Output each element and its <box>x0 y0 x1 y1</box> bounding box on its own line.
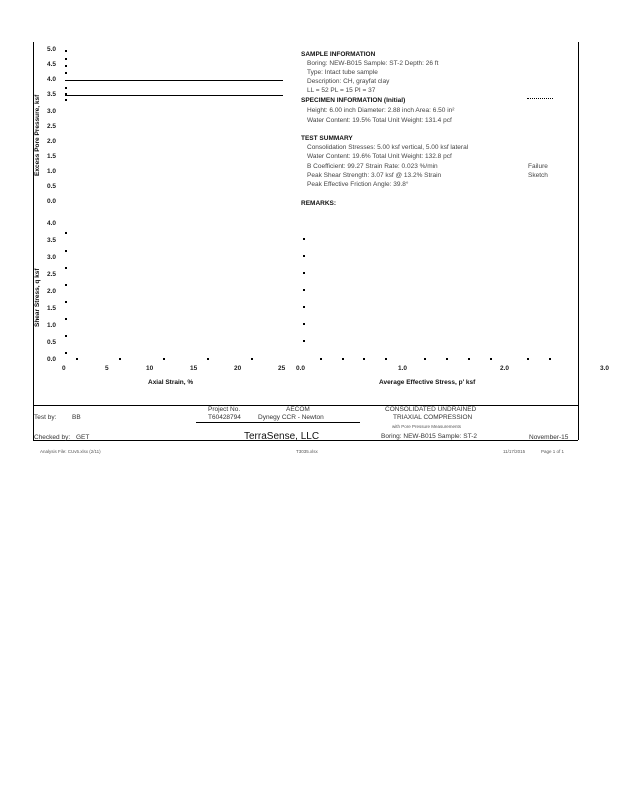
legend-dotted-line <box>527 98 553 99</box>
pp-ref-line <box>65 95 283 96</box>
pq-tick-mark <box>303 340 305 342</box>
ss-tick-mark <box>65 267 67 269</box>
pq-xtick: 2.0 <box>500 365 510 372</box>
ss-xtick: 20 <box>234 365 242 372</box>
ss-tick-mark <box>65 232 67 234</box>
tested-by-value: BB <box>72 414 81 421</box>
pq-xtick-mark <box>527 358 529 360</box>
report-date: November-15 <box>529 434 569 441</box>
pp-ytick: 2.5 <box>47 123 57 130</box>
sample-description: Description: CH, grayfat clay <box>307 78 390 85</box>
ss-xlabel: Axial Strain, % <box>148 379 194 386</box>
pp-ytick: 2.0 <box>47 138 57 145</box>
specimen-dims: Height: 6.00 inch Diameter: 2.88 inch Area: 6.50 in² <box>307 107 455 114</box>
test-title-line1: CONSOLIDATED UNDRAINED <box>385 406 477 413</box>
tested-by-label: Test by: <box>34 414 57 421</box>
ss-xtick: 0 <box>62 365 66 372</box>
boring-sample-footer: Boring: NEW-B015 Sample: ST-2 <box>381 433 477 440</box>
data-file: T3035.xlsx <box>296 449 318 454</box>
project-no-value: T60428794 <box>208 414 241 421</box>
ss-tick-mark <box>65 335 67 337</box>
pq-xtick-mark <box>363 358 365 360</box>
pq-xtick-mark <box>490 358 492 360</box>
pq-tick-mark <box>303 255 305 257</box>
test-title-line2: TRIAXIAL COMPRESSION <box>393 414 473 421</box>
pp-ytick: 5.0 <box>47 46 57 53</box>
pp-ytick: 3.5 <box>47 91 57 98</box>
specimen-moisture: Water Content: 19.5% Total Unit Weight: 131.4 pcf <box>307 117 452 124</box>
ss-tick-mark <box>65 352 67 354</box>
ss-ytick: 0.0 <box>47 356 57 363</box>
sample-info-heading: SAMPLE INFORMATION <box>301 51 376 58</box>
pp-tick-mark <box>65 99 67 101</box>
ss-ytick: 4.0 <box>47 220 57 227</box>
test-title-line3: with Pore Pressure Measurements <box>392 424 462 429</box>
sketch-label: Sketch <box>528 172 548 179</box>
pq-tick-mark <box>303 306 305 308</box>
checked-by-label: Checked by: <box>34 434 71 441</box>
pp-ytick: 3.0 <box>47 108 57 115</box>
ss-ytick: 2.5 <box>47 271 57 278</box>
failure-label: Failure <box>528 163 548 170</box>
project-name: Dynegy CCR - Newton <box>258 414 324 421</box>
ss-xtick: 5 <box>105 365 109 372</box>
ss-xtick-mark <box>251 358 253 360</box>
checked-by-value: GET <box>76 434 90 441</box>
ts-peak-shear: Peak Shear Strength: 3.07 ksf @ 13.2% Strain <box>307 172 442 179</box>
pp-ylabel: Excess Pore Pressure, ksf <box>34 94 41 176</box>
ss-ytick: 0.5 <box>47 339 57 346</box>
client-name: AECOM <box>286 406 310 413</box>
pq-xlabel: Average Effective Stress, p' ksf <box>379 379 476 386</box>
ss-ytick: 1.5 <box>47 305 57 312</box>
ss-ytick: 3.0 <box>47 254 57 261</box>
pq-xtick-mark <box>424 358 426 360</box>
ts-consolidation: Consolidation Stresses: 5.00 ksf vertical, 5.00 ksf lateral <box>307 144 469 151</box>
ts-friction-angle: Peak Effective Friction Angle: 39.8° <box>307 181 409 188</box>
ss-ytick: 3.5 <box>47 237 57 244</box>
ss-ytick: 1.0 <box>47 322 57 329</box>
ss-xtick-mark <box>76 358 78 360</box>
pq-xtick: 1.0 <box>398 365 408 372</box>
ss-tick-mark <box>65 284 67 286</box>
ss-ytick: 2.0 <box>47 288 57 295</box>
pq-xtick-mark <box>549 358 551 360</box>
pp-tick-mark <box>65 58 67 60</box>
ss-tick-mark <box>65 301 67 303</box>
pp-ref-line <box>65 80 283 81</box>
ss-xtick-mark <box>163 358 165 360</box>
sample-type: Type: Intact tube sample <box>307 69 378 76</box>
pq-tick-mark <box>303 238 305 240</box>
pq-xtick-mark <box>385 358 387 360</box>
remarks-heading: REMARKS: <box>301 200 337 207</box>
pp-tick-mark <box>65 65 67 67</box>
pq-xtick-mark <box>446 358 448 360</box>
pq-xtick-mark <box>468 358 470 360</box>
ss-ylabel: Shear Stress, q ksf <box>34 268 41 327</box>
ss-xtick-mark <box>119 358 121 360</box>
pp-tick-mark <box>65 87 67 89</box>
pq-xtick-mark <box>342 358 344 360</box>
ss-xtick-mark <box>207 358 209 360</box>
pp-ytick: 4.0 <box>47 76 57 83</box>
sample-boring: Boring: NEW-B015 Sample: ST-2 Depth: 26 ft <box>307 60 439 67</box>
pq-tick-mark <box>303 272 305 274</box>
page-number: Page 1 of 1 <box>541 449 565 454</box>
ss-xtick: 15 <box>190 365 198 372</box>
ss-xtick: 25 <box>278 365 286 372</box>
sample-limits: LL = 52 PL = 15 PI = 37 <box>307 87 376 94</box>
project-underline <box>196 422 360 423</box>
ts-moisture: Water Content: 19.6% Total Unit Weight: 132.8 pcf <box>307 153 452 160</box>
pp-ytick: 1.5 <box>47 153 57 160</box>
ss-xtick: 10 <box>146 365 154 372</box>
analysis-file: Analysis File: CUv5.xlsx (2/11) <box>40 449 101 454</box>
pp-ytick: 0.0 <box>47 198 57 205</box>
pq-xtick: 0.0 <box>296 365 306 372</box>
pq-xtick-mark <box>320 358 322 360</box>
test-summary-heading: TEST SUMMARY <box>301 135 353 142</box>
pp-ytick: 1.0 <box>47 168 57 175</box>
company-name: TerraSense, LLC <box>244 431 320 442</box>
print-date: 11/17/2015 <box>503 449 526 454</box>
project-no-label: Project No. <box>208 406 241 413</box>
pp-ytick: 4.5 <box>47 61 57 68</box>
ss-tick-mark <box>65 318 67 320</box>
pq-tick-mark <box>303 289 305 291</box>
specimen-info-heading: SPECIMEN INFORMATION (Initial) <box>301 97 406 104</box>
pq-tick-mark <box>303 323 305 325</box>
frame-right-line <box>578 42 579 440</box>
pp-tick-mark <box>65 50 67 52</box>
ts-b-coefficient: B Coefficient: 99.27 Strain Rate: 0.023 %/min <box>307 163 438 170</box>
ss-tick-mark <box>65 250 67 252</box>
pp-ytick: 0.5 <box>47 183 57 190</box>
pq-xtick: 3.0 <box>600 365 610 372</box>
pp-tick-mark <box>65 72 67 74</box>
